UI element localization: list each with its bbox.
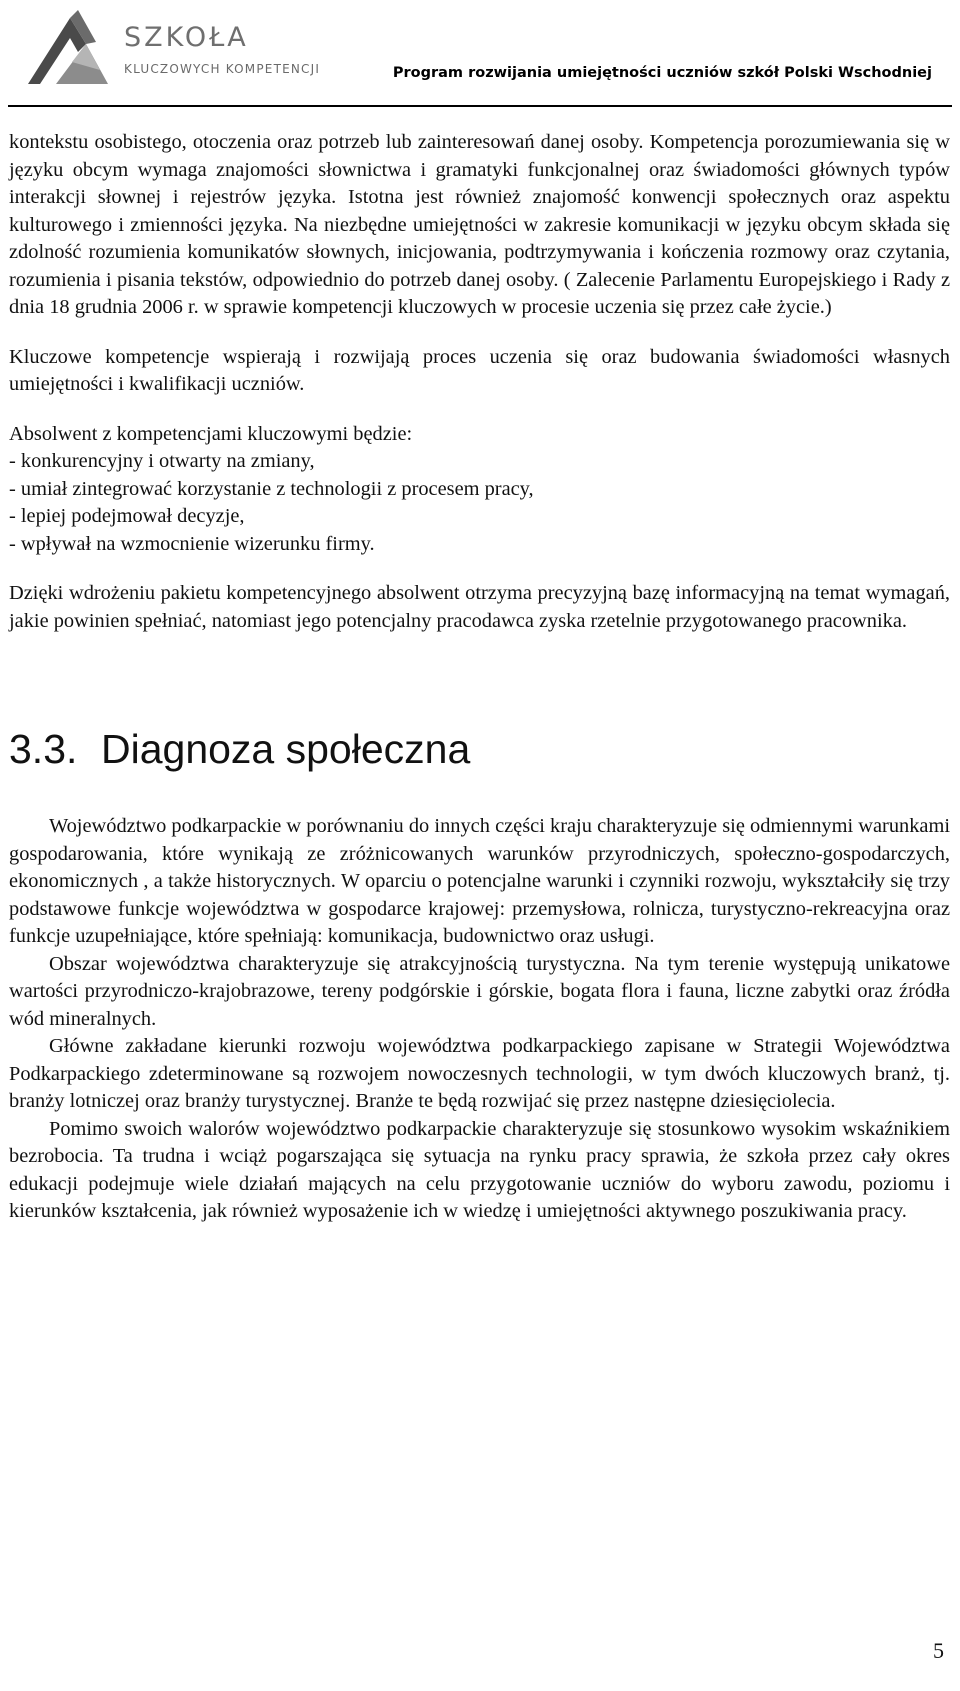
section-title: Diagnoza społeczna <box>101 726 471 772</box>
header-divider <box>8 105 952 107</box>
program-title: Program rozwijania umiejętności uczniów szkół Polski Wschodniej <box>392 65 932 81</box>
school-logo <box>26 8 326 90</box>
list-item: - konkurencyjny i otwarty na zmiany, <box>9 450 315 472</box>
paragraph-key-competences: Kluczowe kompetencje wspierają i rozwijają proces uczenia się oraz budowania świadomości własnych umiejętności i kwalifikacji uczniów. <box>9 345 950 395</box>
page-header <box>0 0 960 112</box>
page-number: 5 <box>933 1638 944 1663</box>
list-item: - wpływał na wzmocnienie wizerunku firmy. <box>9 532 375 555</box>
list-intro: Absolwent z kompetencjami kluczowymi będzie: <box>9 422 413 445</box>
section-number: 3.3. <box>9 726 78 772</box>
paragraph-competence-package: Dzięki wdrożeniu pakietu kompetencyjnego absolwent otrzyma precyzyjną bazę informacyjną na temat wymagań, jakie powinien spełniać, natomiast jego potencjalny pracodawca zyska rzetelnie przygotowanego pracownika. <box>9 582 950 632</box>
logo-title: SZKOŁA <box>124 22 249 53</box>
list-item: - umiał zintegrować korzystanie z technologii z procesem pracy, <box>9 477 534 500</box>
section-paragraph: Obszar województwa charakteryzuje się atrakcyjnością turystyczna. Na tym terenie występują unikatowe wartości przyrodniczo-krajobrazowe, tereny podgórskie i górskie, bogata flora i fauna, liczne zabytki oraz źródła wód mineralnych. <box>9 952 950 1030</box>
section-paragraph: Pomimo swoich walorów województwo podkarpackie charakteryzuje się stosunkowo wysokim wskaźnikiem bezrobocia. Ta trudna i wciąż pogarszająca się sytuacja na rynku pracy sprawia, że szkoła przez cały okres edukacji podejmuje wiele działań mających na celu przygotowanie uczniów do wyboru zawodu, poziomu i kierunków kształcenia, jak również wyposażenie ich w wiedzę i umiejętności aktywnego poszukiwania pracy. <box>9 1117 950 1222</box>
paragraph-competence-foreign-language: kontekstu osobistego, otoczenia oraz potrzeb lub zainteresowań danej osoby. Kompetencja porozumiewania się w języku obcym wymaga znajomości słownictwa i gramatyki funkcjonalnej oraz świadomości głównych typów interakcji słownej i rejestrów języka. Istotna jest również znajomość konwencji społecznych oraz aspektu kulturowego i zmienności języka. Na niezbędne umiejętności w zakresie komunikacji w języku obcym składa się zdolność rozumienia komunikatów słownych, inicjowania, podtrzymywania i kończenia rozmowy oraz czytania, rozumienia i pisania tekstów, odpowiednio do potrzeb danej osoby. ( Zalecenie Parlamentu Europejskiego i Rady z dnia 18 grudnia 2006 r. w sprawie kompetencji kluczowych w procesie uczenia się przez całe życie.) <box>9 131 950 318</box>
mountain-logo-icon <box>26 8 122 90</box>
logo-subtitle: KLUCZOWYCH KOMPETENCJI <box>124 62 321 76</box>
section-heading <box>9 725 950 773</box>
list-item: - lepiej podejmował decyzje, <box>9 505 245 527</box>
page-content <box>9 129 950 1226</box>
section-paragraph: Województwo podkarpackie w porównaniu do innych części kraju charakteryzuje się odmiennymi warunkami gospodarowania, które wynikają ze zróżnicowanych warunków przyrodniczych, społeczno-gospodarczych, ekonomicznych , a także historycznych. W oparciu o potencjalne warunki i czynniki rozwoju, wykształciły się trzy podstawowe funkcje województwa w gospodarce krajowej: przemysłowa, rolnicza, turystyczno-rekreacyjna oraz funkcje uzupełniające, które spełniają: komunikacja, budownictwo oraz usługi. <box>9 815 950 947</box>
section-paragraph: Główne zakładane kierunki rozwoju województwa podkarpackiego zapisane w Strategii Województwa Podkarpackiego zdeterminowane są rozwojem nowoczesnych technologii, w tym dwóch kluczowych branż, tj. branży lotniczej oraz branży turystycznej. Branże te będą rozwijać się przez następne dziesięciolecia. <box>9 1035 950 1112</box>
